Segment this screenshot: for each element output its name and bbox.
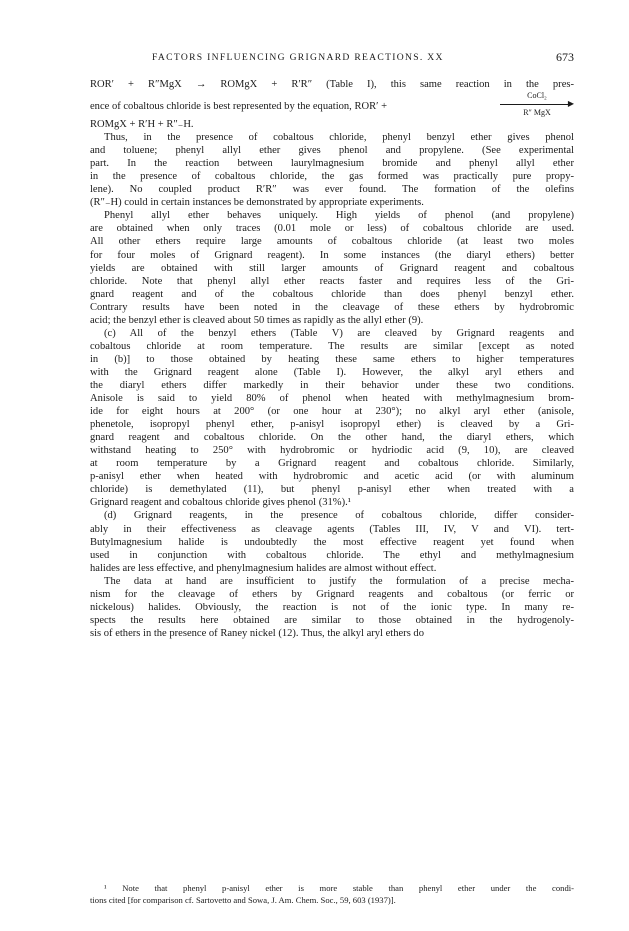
paragraph-line: yields are obtained with still larger amounts of Grignard reagent and cobaltous xyxy=(90,262,574,274)
paragraph-line: part. In the reaction between laurylmagnesium bromide and phenyl allyl ether xyxy=(90,158,574,170)
paragraph-line: used in conjunction with cobaltous chloride. The ethyl and methylmagnesium xyxy=(90,549,574,561)
paragraph-line: withstand heating to 250° with hydrobromic or hydriodic acid (9, 10), are cleaved xyxy=(90,445,574,457)
equation-line-2 xyxy=(90,91,574,118)
paragraph-line: Grignard reagent and cobaltous chloride gives phenol (31%).¹ xyxy=(90,497,351,509)
paragraph-line: are obtained when only traces (0.01 mole or less) of cobaltous chloride are used. xyxy=(90,223,574,235)
paragraph-line: gnard reagent and cobaltous chloride. On the other hand, the diaryl ethers, which xyxy=(90,432,574,444)
paragraph-line: chloride) is demethylated (11), but phenyl p-anisyl ether when treated with a xyxy=(90,484,574,496)
paragraph-line: Thus, in the presence of cobaltous chloride, phenyl benzyl ether gives phenol xyxy=(104,132,574,144)
paragraph-line: ide for eight hours at 200° (or one hour at 230°); no alkyl aryl ether (anisole, xyxy=(90,406,574,418)
article-body xyxy=(90,78,574,640)
paragraph-line: (d) Grignard reagents, in the presence of cobaltous chloride, differ consider- xyxy=(104,510,574,522)
paragraph-line: Phenyl allyl ether behaves uniquely. High yields of phenol (and propylene) xyxy=(104,210,574,222)
footnote-line: ¹ Note that phenyl p-anisyl ether is more stable than phenyl ether under the condi- xyxy=(104,883,574,893)
arrow-icon: ▶ xyxy=(500,100,574,108)
paragraph-line: in (b)] to those obtained by heating these same ethers to higher temperatures xyxy=(90,353,574,365)
equation-line-3: ROMgX + R′H + R″₋H. xyxy=(90,119,194,131)
paragraph-line: cobaltous chloride at room temperature. The results are similar [except as noted xyxy=(90,340,574,352)
paragraph-line: Anisole is said to yield 80% of phenol when heated with methylmagnesium brom- xyxy=(90,393,574,405)
paragraph-line: The data at hand are insufficient to justify the formulation of a precise mecha- xyxy=(104,575,574,587)
footnote xyxy=(90,883,574,906)
paragraph-line: with the Grignard reagent alone (Table I). However, the alkyl aryl ethers and xyxy=(90,366,574,378)
paragraph-line: lene). No coupled product R′R″ was ever found. The formation of the olefins xyxy=(90,184,574,196)
paragraph-line: halides are less effective, and phenylmagnesium halides are almost without effect. xyxy=(90,562,437,574)
paragraph-line: spects the results here obtained are similar to those obtained in the hydrogenoly- xyxy=(90,614,574,626)
paragraph-line: All other ethers require large amounts of cobaltous chloride (at least two moles xyxy=(90,236,574,248)
footnote-line: tions cited [for comparison cf. Sartovetto and Sowa, J. Am. Chem. Soc., 59, 603 (1937)]. xyxy=(90,894,396,905)
paragraph-line: nism for the cleavage of ethers by Grignard reagents and cobaltous (or ferric or xyxy=(90,588,574,600)
equation-text: ence of cobaltous chloride is best represented by the equation, ROR′ + xyxy=(90,101,388,113)
paragraph-line: gnard reagent and of the cobaltous chloride than does phenyl benzyl ether. xyxy=(90,288,574,300)
paragraph-line: (R″₋H) could in certain instances be demonstrated by appropriate experiments. xyxy=(90,197,424,209)
running-title: FACTORS INFLUENCING GRIGNARD REACTIONS. XX xyxy=(152,52,444,63)
paragraph-line: acid; the benzyl ether is cleaved about 50 times as rapidly as the allyl ether (9). xyxy=(90,314,424,326)
paragraph-line: Butylmagnesium halide is undoubtedly the most effective reagent yet found when xyxy=(90,536,574,548)
paragraph-line: for four moles of Grignard reagent). In some instances (the diaryl ethers) better xyxy=(90,249,574,261)
arrow-reagent-bottom: R″ MgX xyxy=(523,108,551,118)
paragraphs xyxy=(90,131,574,640)
arrow-reagent-top: CoCl₂ xyxy=(527,91,547,101)
paragraph-line: nickelous) halides. Obviously, the reaction is not of the ionic type. In many re- xyxy=(90,601,574,613)
paragraph-line: phenetole, isopropyl phenyl ether, p-anisyl isopropyl ether) is cleaved by a Gri- xyxy=(90,419,574,431)
paragraph-line: sis of ethers in the presence of Raney nickel (12). Thus, the alkyl aryl ethers do xyxy=(90,627,424,639)
paragraph-line: ably in their effectiveness as cleavage agents (Tables III, IV, V and VI). tert- xyxy=(90,523,574,535)
paragraph-line: p-anisyl ether when heated with hydrobromic and acetic acid (or with aluminum xyxy=(90,471,574,483)
paragraph-line: at room temperature by a Grignard reagent and cobaltous chloride. Similarly, xyxy=(90,458,574,470)
reaction-arrow xyxy=(500,91,574,117)
page-header xyxy=(90,50,574,66)
paragraph-line: Contrary results have been noted in the cleavage of these ethers by hydrobromic xyxy=(90,301,574,313)
equation-line-1: ROR′ + R″MgX → ROMgX + R′R″ (Table I), this same reaction in the pres- xyxy=(90,79,574,90)
paragraph-line: in the presence of cobaltous chloride, the gas formed was practically pure propy- xyxy=(90,171,574,183)
paragraph-line: the diaryl ethers differ markedly in their behavior under these two conditions. xyxy=(90,379,574,391)
paragraph-line: and toluene; phenyl allyl ether gives phenol and propylene. (See experimental xyxy=(90,145,574,157)
paragraph-line: chloride. Note that phenyl allyl ether reacts faster and requires less of the Gri- xyxy=(90,275,574,287)
page-number: 673 xyxy=(556,50,574,64)
paragraph-line: (c) All of the benzyl ethers (Table V) are cleaved by Grignard reagents and xyxy=(104,327,574,339)
